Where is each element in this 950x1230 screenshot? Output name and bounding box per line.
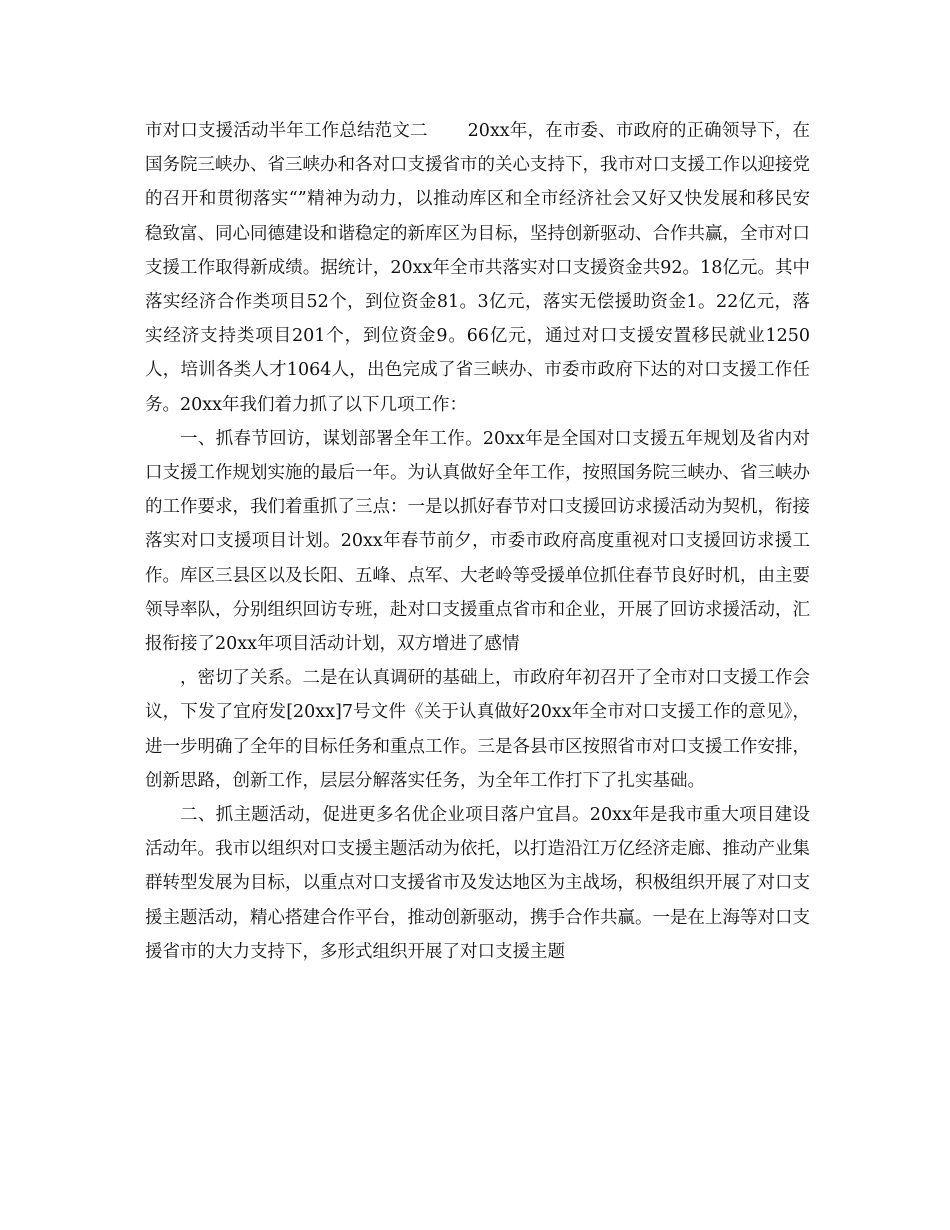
paragraph-intro (145, 114, 810, 422)
paragraph-section-one: 一、抓春节回访，谋划部署全年工作。20xx年是全国对口支援五年规划及省内对口支援工作规划实施的最后一年。为认真做好全年工作，按照国务院三峡办、省三峡办的工作要求，我们着重抓了三点：一是以抓好春节对口支援回访求援活动为契机，衔接落实对口支援项目计划。20xx年春节前夕，市委市政府高度重视对口支援回访求援工作。库区三县区以及长阳、五峰、点军、大老岭等受援单位抓住春节良好时机，由主要领导率队，分别组织回访专班，赴对口支援重点省市和企业，开展了回访求援活动，汇报衔接了20xx年项目活动计划，双方增进了感情 (145, 428, 810, 655)
document-body (145, 114, 810, 969)
paragraph-section-two: 二、抓主题活动，促进更多名优企业项目落户宜昌。20xx年是我市重大项目建设活动年。我市以组织对口支援主题活动为依托，以打造沿江万亿经济走廊、推动产业集群转型发展为目标，以重点对口支援省市及发达地区为主战场，积极组织开展了对口支援主题活动，精心搭建合作平台，推动创新驱动，携手合作共赢。一是在上海等对口支援省市的大力支持下，多形式组织开展了对口支援主题 (145, 805, 810, 962)
document-heading: 市对口支援活动半年工作总结范文二 (145, 121, 428, 141)
paragraph-intro-text: 20xx年，在市委、市政府的正确领导下，在国务院三峡办、省三峡办和各对口支援省市的关心支持下，我市对口支援工作以迎接党的召开和贯彻落实“”精神为动力，以推动库区和全市经济社会又好又快发展和移民安稳致富、同心同德建设和谐稳定的新库区为目标，坚持创新驱动、合作共赢，全市对口支援工作取得新成绩。据统计，20xx年全市共落实对口支援资金共92。18亿元。其中落实经济合作类项目52个，到位资金81。3亿元，落实无偿援助资金1。22亿元，落实经济支持类项目201个，到位资金9。66亿元，通过对口支援安置移民就业1250人，培训各类人才1064人，出色完成了省三峡办、市委市政府下达的对口支援工作任务。20xx年我们着力抓了以下几项工作： (145, 121, 811, 415)
paragraph-section-one-continued: ，密切了关系。二是在认真调研的基础上，市政府年初召开了全市对口支援工作会议，下发了宜府发[20xx]7号文件《关于认真做好20xx年全市对口支援工作的意见》，进一步明确了全年的目标任务和重点工作。三是各县市区按照省市对口支援工作安排，创新思路，创新工作，层层分解落实任务，为全年工作打下了扎实基础。 (145, 668, 810, 791)
